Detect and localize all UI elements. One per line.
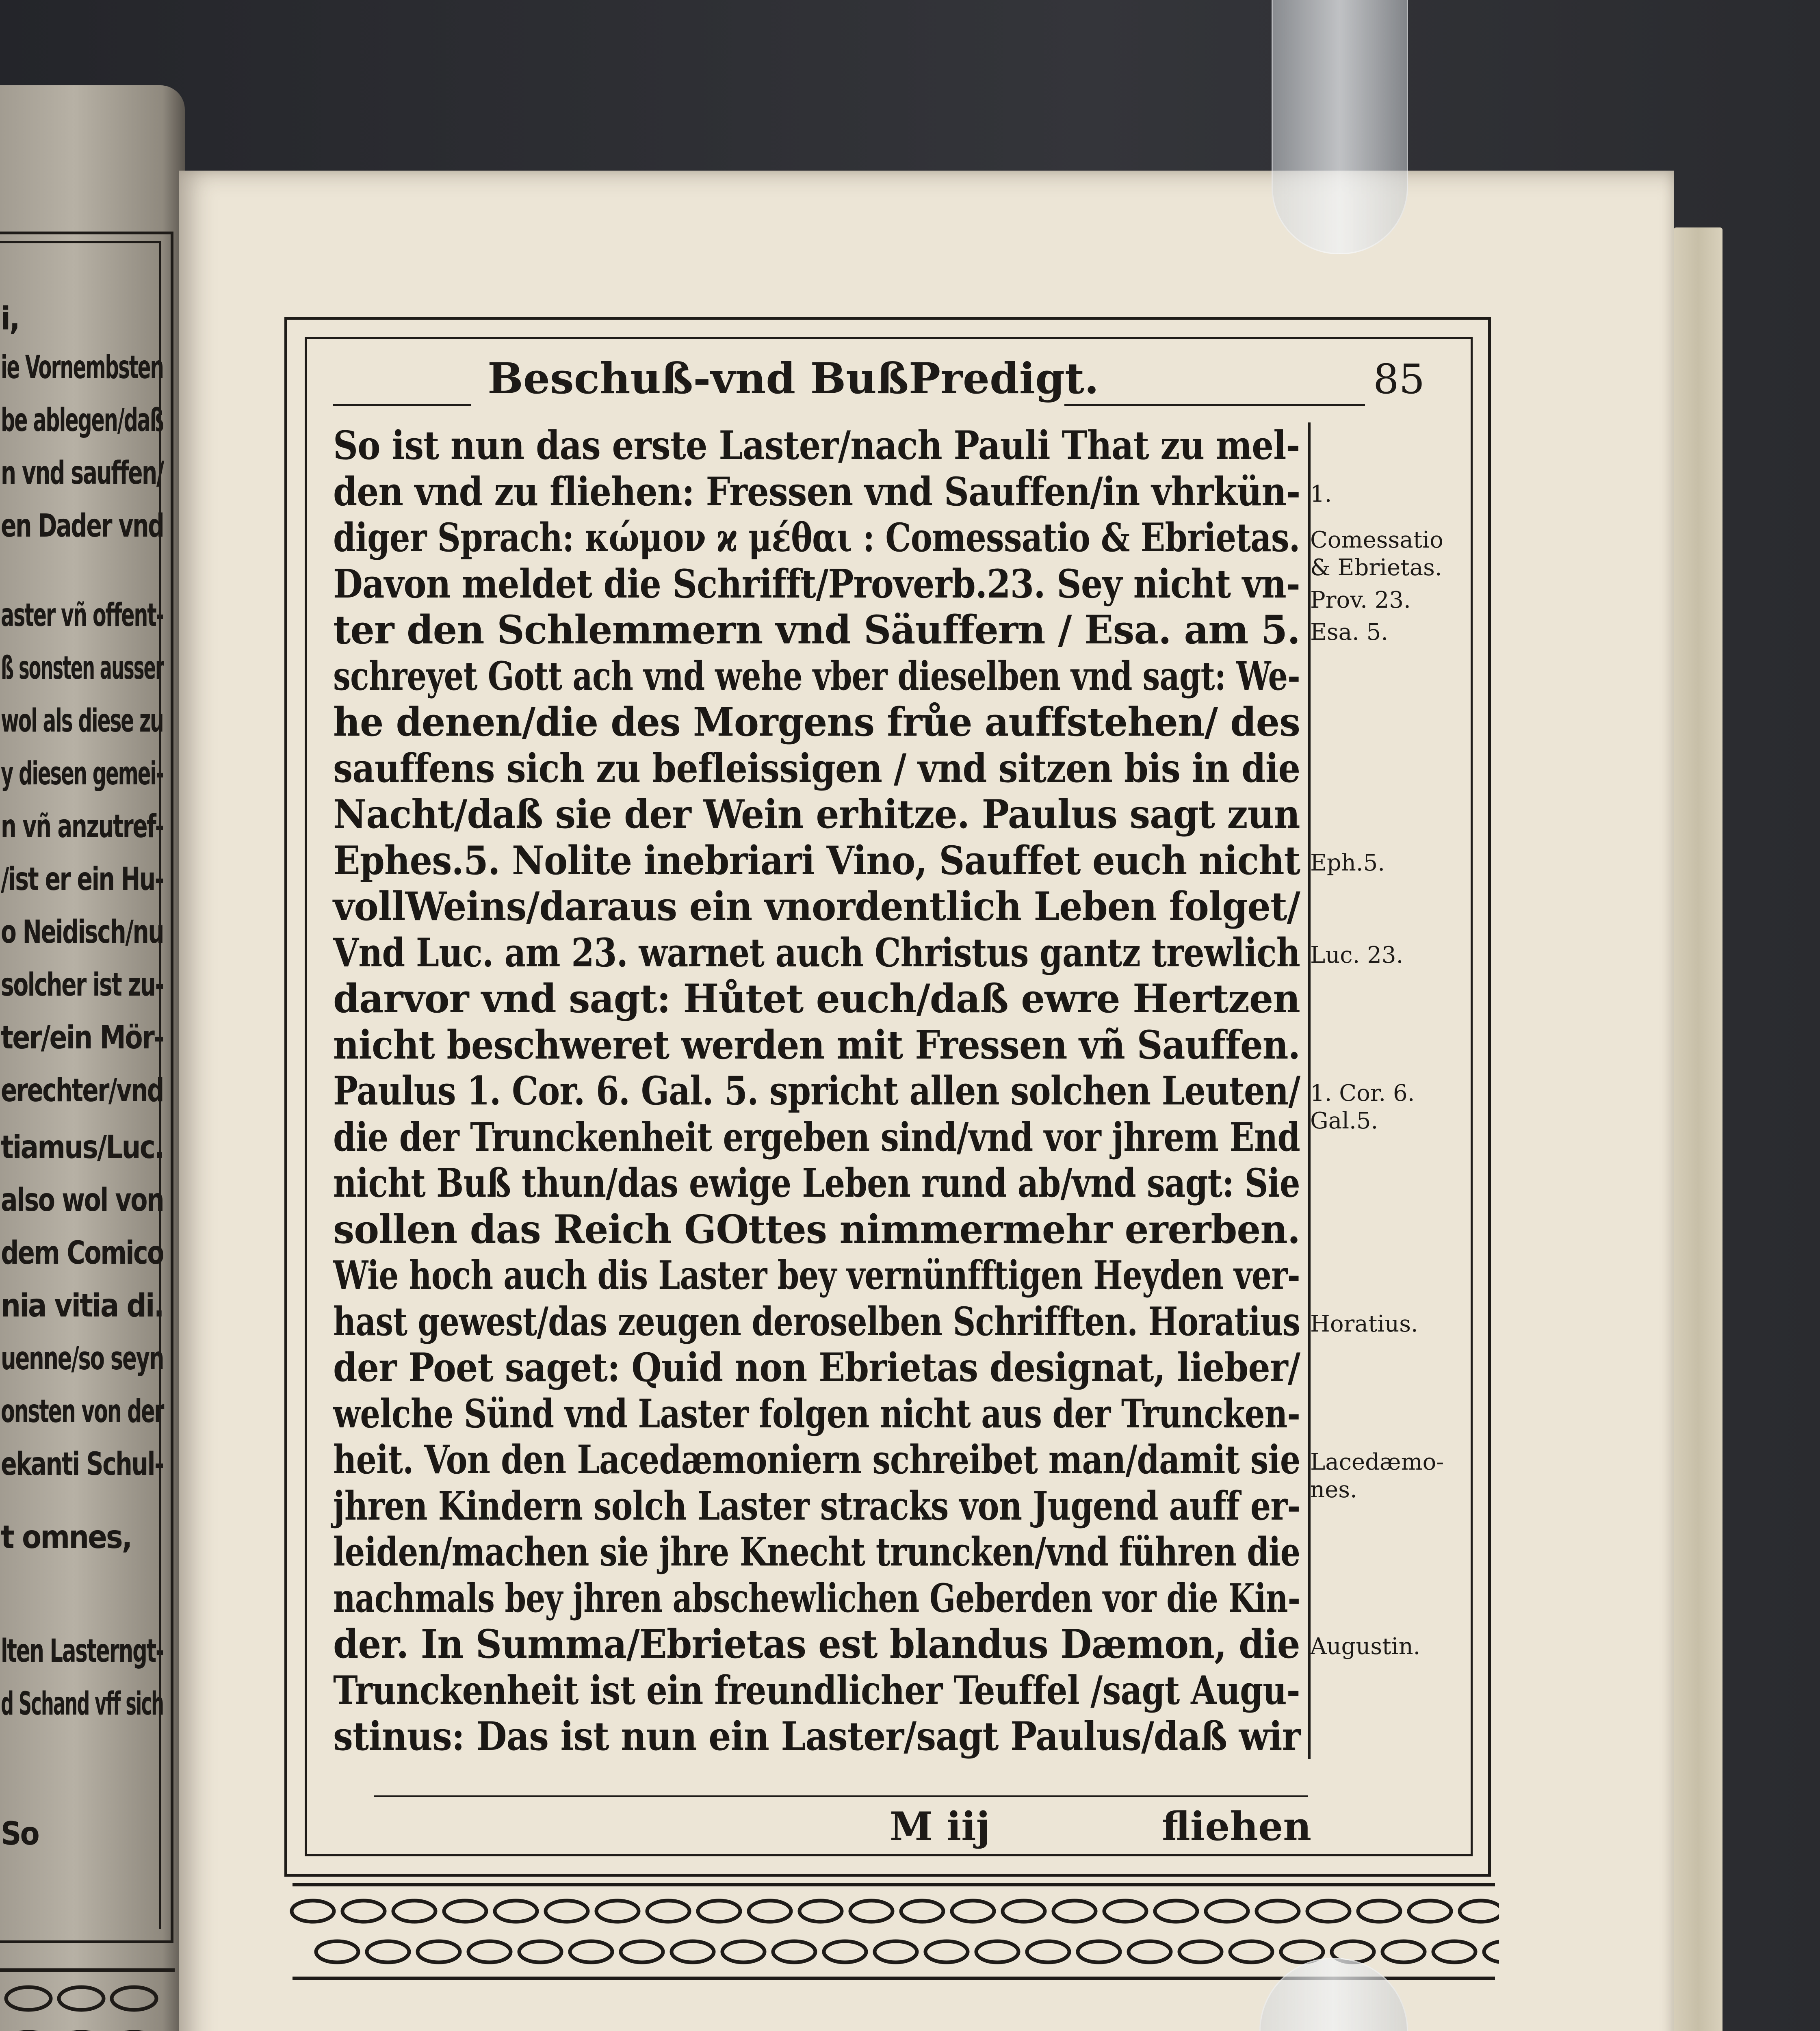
previous-page-line: also wol von [1,1182,164,1219]
previous-page-line: onsten von der [1,1393,164,1430]
ornament-loop [596,1901,639,1922]
page-number: 85 [1373,355,1425,403]
ornament-loop [1257,1901,1299,1922]
previous-page-line: o Neidisch/nu [1,914,164,951]
previous-page-line: tiamus/Luc. [1,1129,164,1166]
ornament-loop [800,1901,842,1922]
text-line: Nacht/daß sie der Wein erhitze. Paulus sagt zun [333,791,1300,837]
previous-page-line: solcher ist zu- [1,967,163,1003]
running-head-rule-right [1064,404,1365,406]
text-line: Vnd Luc. am 23. warnet auch Christus gantz trewlich [333,929,1300,976]
marginal-note: Lacedæmo- [1310,1449,1444,1475]
ornament-loop [1433,1941,1476,1962]
ornament-loop [393,1901,436,1922]
book-fore-edge [1674,227,1722,2031]
previous-page-ornament [0,1962,179,2031]
marginal-note: Augustin. [1310,1633,1421,1660]
ornament-loop [1104,1901,1146,1922]
running-head-rule-left [333,404,471,406]
text-line: leiden/machen sie jhre Knecht truncken/vnd führen die [333,1529,1300,1575]
text-line: sollen das Reich GOttes nimmermehr ererben. [333,1206,1300,1252]
text-line: jhren Kindern solch Laster stracks von Jugend auff er- [333,1483,1300,1529]
ornament-loop [1078,1941,1120,1962]
ornament-loop [1382,1941,1425,1962]
ornament-loop [1155,1901,1197,1922]
ornament-loop [367,1941,409,1962]
previous-page-line: i, [1,301,19,337]
text-line: Trunckenheit ist ein freundlicher Teuffel /sagt Augu- [333,1667,1300,1713]
previous-page-line: ie Vornembsten [1,349,163,386]
text-line: den vnd zu fliehen: Fressen vnd Sauffen/in vhrkün- [333,468,1300,515]
text-line: hast gewest/das zeugen deroselben Schrifften. Horatius [333,1298,1300,1345]
previous-page-line: y diesen gemei- [1,756,163,792]
marginal-note: 1. [1310,481,1332,507]
text-line: der Poet saget: Quid non Ebrietas designat, lieber/ [333,1345,1300,1390]
ornament-loop [824,1941,866,1962]
text-line: nachmals bey jhren abschewlichen Geberden vor die Kin- [333,1575,1300,1621]
marginal-note: Luc. 23. [1310,942,1404,968]
text-line: stinus: Das ist nun ein Laster/sagt Paulus/daß wir [333,1713,1300,1759]
marginal-note: & Ebrietas. [1310,554,1442,581]
marginal-note: Esa. 5. [1310,619,1389,645]
ornament-loop [495,1901,537,1922]
ornament-loop [1053,1901,1096,1922]
text-line: Paulus 1. Cor. 6. Gal. 5. spricht allen solchen Leuten/ [333,1068,1300,1114]
ornament-loop [316,1941,358,1962]
ornament-loop [1409,1901,1451,1922]
text-line: die der Trunckenheit ergeben sind/vnd vor jhrem End [333,1114,1300,1160]
marginal-note: Horatius. [1310,1310,1418,1337]
previous-page-line: erechter/vnd [1,1072,163,1109]
ornament-loop [1484,1941,1499,1962]
marginal-note: Prov. 23. [1310,587,1411,613]
ornament-loop [875,1941,917,1962]
previous-page-line: ß sonsten ausser [1,650,164,686]
ornament-loop [749,1901,791,1922]
footer-rule [374,1795,1308,1797]
previous-page-line: n vñ anzutref- [1,808,163,845]
marginal-note: Eph.5. [1310,849,1385,876]
ornament-loop [1129,1941,1171,1962]
text-line: he denen/die des Morgens frůe auffstehen/ des [333,699,1300,745]
ornament-loop [1307,1901,1350,1922]
text-line: heit. Von den Lacedæmoniern schreibet man/damit sie [333,1437,1300,1483]
ornament-loop [444,1901,486,1922]
marginal-note: Comessatio [1310,527,1443,553]
text-line: nicht beschweret werden mit Fressen vñ Sauffen. [333,1022,1300,1068]
previous-page-line: n vnd sauffen/ [1,455,164,492]
ornament-loop [570,1941,612,1962]
ornament-loop [976,1941,1018,1962]
ornament-loop [672,1941,714,1962]
ornament-loop [850,1901,893,1922]
text-line: schreyet Gott ach vnd wehe vber dieselben vnd sagt: We- [333,653,1300,699]
previous-page-line: wol als diese zu [1,703,163,739]
page-holder-clip-top [1272,0,1408,254]
text-line: darvor vnd sagt: Hůtet euch/daß ewre Hertzen [333,976,1300,1022]
previous-page-line: en Dader vnd [1,508,164,544]
ornament-loop [519,1941,561,1962]
ornament-loop [1027,1941,1069,1962]
marginal-note: Gal.5. [1310,1108,1378,1135]
marginal-note: nes. [1310,1477,1357,1503]
previous-page-line: lten Lasterngt- [1,1633,164,1669]
text-line: der. In Summa/Ebrietas est blandus Dæmon, die [333,1621,1300,1667]
ornament-loop [1358,1901,1400,1922]
ornament-loop [722,1941,765,1962]
text-line: ter den Schlemmern vnd Säuffern / Esa. am 5. [333,607,1300,653]
ornament-loop [773,1941,815,1962]
text-line: diger Sprach: κώμον ϰ μέθαι : Comessatio & Ebrietas. [333,515,1300,561]
ornament-loop [1179,1941,1222,1962]
ornament-loop [698,1901,740,1922]
text-line: Wie hoch auch dis Laster bey vernünfftigen Heyden ver- [333,1252,1300,1298]
previous-page-line: So [1,1816,39,1852]
ornament-loop [1230,1941,1272,1962]
previous-page-line: ekanti Schul- [1,1446,163,1483]
text-line: Davon meldet die Schrifft/Proverb.23. Sey nicht vn- [333,561,1300,607]
previous-page-line: aster vñ offent- [1,597,163,634]
ornament-loop [546,1901,588,1922]
ornament-loop [342,1901,385,1922]
ornament-loop [925,1941,968,1962]
ornament-loop [621,1941,663,1962]
previous-page-line: uenne/so seyn [1,1340,164,1377]
catchword: fliehen [1162,1804,1312,1849]
ornament-loop [468,1941,511,1962]
text-line: welche Sünd vnd Laster folgen nicht aus der Truncken- [333,1390,1300,1437]
text-line: nicht Buß thun/das ewige Leben rund ab/vnd sagt: Sie [333,1160,1300,1206]
previous-page-line: dem Comico [1,1235,164,1271]
ornament-loop [901,1901,943,1922]
text-line: sauffens sich zu befleissigen / vnd sitzen bis in die [333,745,1300,791]
signature-mark: M iij [890,1804,990,1849]
text-line: So ist nun das erste Laster/nach Pauli That zu mel- [333,422,1300,468]
ornament-loop [952,1901,994,1922]
text-line: Ephes.5. Nolite inebriari Vino, Sauffet euch nicht [333,837,1300,883]
ornament-loop [292,1901,334,1922]
previous-page [0,85,185,2031]
ornament-loop [1003,1901,1045,1922]
previous-page-line: be ablegen/daß [1,402,163,439]
text-line: vollWeins/daraus ein vnordentlich Leben folget/ [333,883,1300,929]
previous-page-line: nia vitia di. [1,1288,163,1324]
previous-page-line: d Schand vff sich [1,1686,164,1722]
previous-page-line: ter/ein Mör- [1,1020,164,1056]
previous-page-line: t omnes, [1,1519,132,1556]
ornament-loop [1460,1901,1499,1922]
running-head: Beschuß-vnd BußPredigt. [488,353,1099,403]
ornament-loop [418,1941,460,1962]
previous-page-line: /ist er ein Hu- [1,861,163,898]
ornament-loop [647,1901,689,1922]
ornament-loop [1206,1901,1248,1922]
marginal-note: 1. Cor. 6. [1310,1080,1415,1106]
